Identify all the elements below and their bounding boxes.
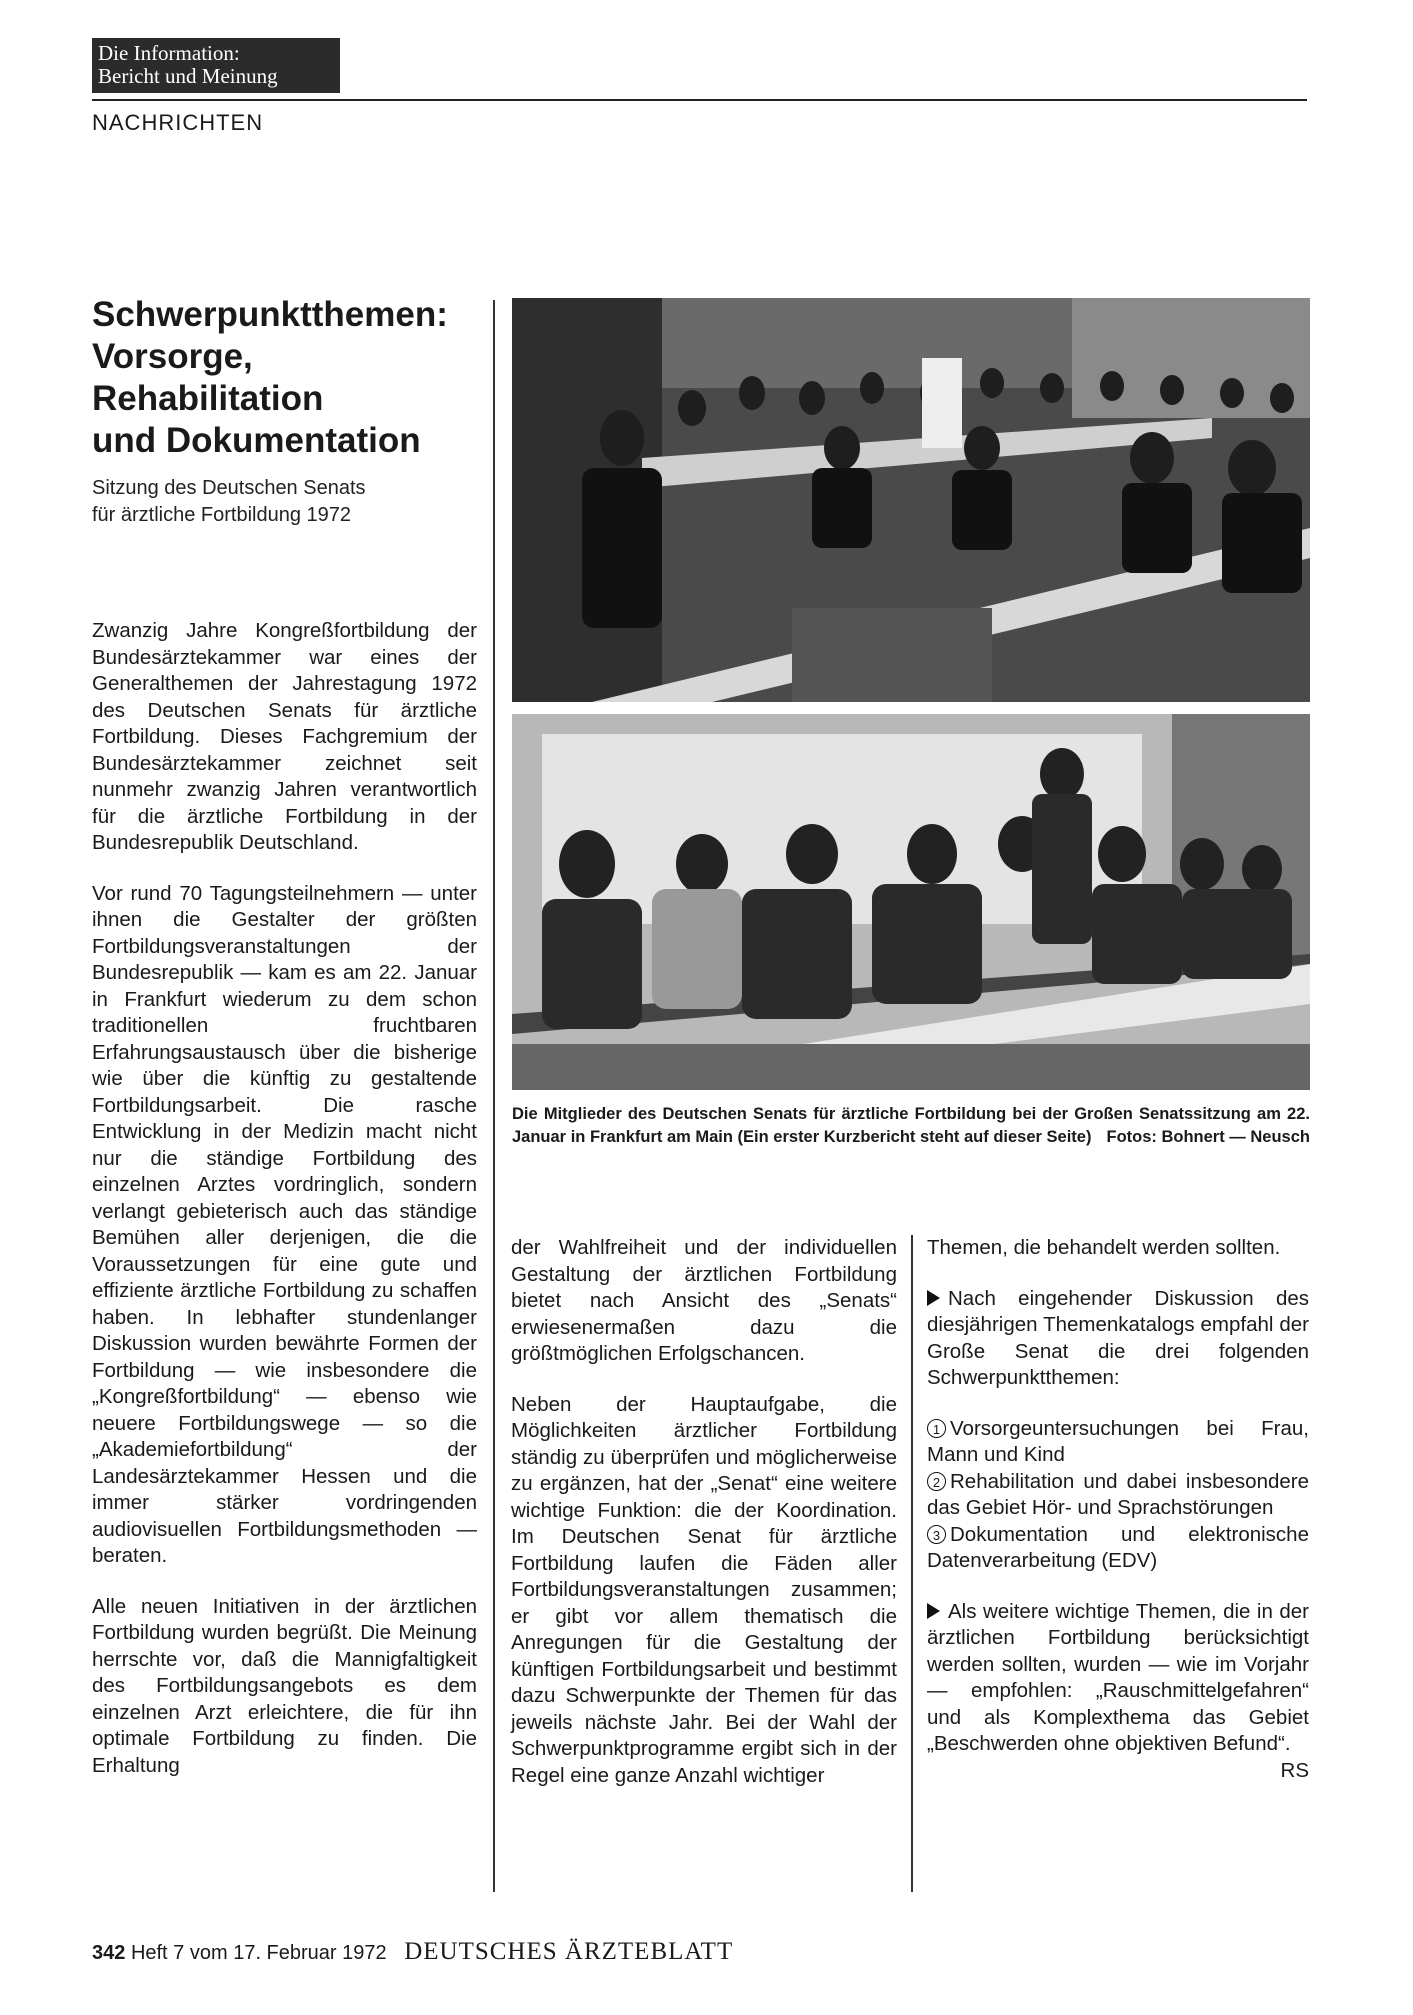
- col1-paragraph-2: Vor rund 70 Tagungsteilnehmern — unter ihnen die Gestalter der größten Fortbildungsveranstaltungen der Bundesrepublik — kam es am 22. Januar in Frankfurt wiederum zu dem schon traditionellen fruchtbaren Erfahrungsaustausch über die bisherige wie über die künftig zu gestaltende Fortbildungsarbeit. Die rasche Entwicklung in der Medizin macht nicht nur die ständige Fortbildung des einzelnen Arztes vordringlich, sondern verlangt gebieterisch auch das ständige Bemühen aller derjenigen, die die Voraussetzungen für eine gute und effiziente ärztliche Fortbildung zu schaffen haben. In lebhafter stundenlanger Diskussion wurden bewährte Formen der Fortbildung — wie insbesondere die „Kongreßfortbildung“ — ebenso wie neuere Fortbildungswege — so die „Akademiefortbildung“ der Landesärztekammer Hessen und die immer stärker vordringenden audiovisuellen Fortbildungsmethoden — beraten.: [92, 881, 477, 1567]
- page-number: 342: [92, 1942, 126, 1964]
- col3-paragraph-3: [927, 1599, 1309, 1782]
- column-2: [511, 1235, 897, 1813]
- column-rule-1: [493, 300, 495, 1892]
- page-footer: [92, 1938, 733, 1966]
- section-label-line2: Bericht und Meinung: [98, 64, 278, 88]
- col3-paragraph-2: [927, 1286, 1309, 1392]
- headline: [92, 294, 492, 462]
- col1-paragraph-3: Alle neuen Initiativen in der ärztlichen Fortbildung wurden begrüßt. Die Meinung herrschte vor, daß die Mannigfaltigkeit des Fortbildungsangebots es dem einzelnen Arzt erleichtere, die für ihn optimale Fortbildung zu finden. Die Erhaltung: [92, 1594, 477, 1777]
- list-item-text: Vorsorgeuntersuchungen bei Frau, Mann und Kind: [927, 1416, 1309, 1466]
- col3-paragraph-2-text: Nach eingehender Diskussion des diesjährigen Themenkatalogs empfahl der Große Senat die drei folgenden Schwerpunktthemen:: [927, 1286, 1309, 1389]
- caption-text: Die Mitglieder des Deutschen Senats für ärztliche Fortbildung bei der Großen Senatssitzung am 22. Januar in Frankfurt am Main (Ein erster Kurzbericht steht auf dieser Seite): [512, 1105, 1310, 1146]
- triangle-bullet-icon: [927, 1603, 940, 1619]
- col1-paragraph-1: Zwanzig Jahre Kongreßfortbildung der Bundesärztekammer war eines der Generalthemen der Jahrestagung 1972 des Deutschen Senats für ärztliche Fortbildung. Dieses Fachgremium der Bundesärztekammer zeichnet seit nunmehr zwanzig Jahren verantwortlich für die ärztliche Fortbildung in der Bundesrepublik Deutschland.: [92, 619, 477, 854]
- column-1: [92, 618, 477, 1803]
- col3-paragraph-3-text: Als weitere wichtige Themen, die in der ärztlichen Fortbildung berücksichtigt werden sollten, wurden — wie im Vorjahr — empfohlen: „Rauschmittelgefahren“ und als Komplexthema das Gebiet „Beschwerden ohne objektiven Befund“.: [927, 1599, 1309, 1755]
- photo-head-table-image: [512, 714, 1310, 1090]
- photo-conference-hall: [512, 298, 1310, 702]
- circled-number-icon: 2: [927, 1472, 946, 1491]
- column-rule-2: [911, 1235, 913, 1892]
- subhead-line2: für ärztliche Fortbildung 1972: [92, 504, 352, 526]
- photo-credit: Fotos: Bohnert — Neusch: [1106, 1128, 1310, 1146]
- column-3: [927, 1235, 1309, 1784]
- top-rule: [92, 99, 1307, 101]
- headline-line3: und Dokumentation: [92, 421, 421, 460]
- author-signature: RS: [1280, 1758, 1309, 1782]
- list-item: [927, 1522, 1309, 1575]
- headline-line2: Vorsorge, Rehabilitation: [92, 337, 324, 418]
- list-item-text: Rehabilitation und dabei insbesondere das Gebiet Hör- und Sprachstörungen: [927, 1469, 1309, 1519]
- triangle-bullet-icon: [927, 1290, 940, 1306]
- photo-conference-hall-image: [512, 298, 1310, 702]
- circled-number-icon: 3: [927, 1525, 946, 1544]
- headline-line1: Schwerpunktthemen:: [92, 295, 448, 334]
- subhead: [92, 475, 492, 529]
- list-item-text: Dokumentation und elektronische Datenverarbeitung (EDV): [927, 1522, 1309, 1572]
- col2-paragraph-1: der Wahlfreiheit und der individuellen Gestaltung der ärztlichen Fortbildung bietet nach Ansicht des „Senats“ erwiesenermaßen dazu die größtmöglichen Erfolgschancen.: [511, 1236, 897, 1365]
- topic-list: [927, 1416, 1309, 1575]
- col2-paragraph-2: Neben der Hauptaufgabe, die Möglichkeiten ärztlicher Fortbildung ständig zu überprüfen und möglicherweise zu ergänzen, hat der „Senat“ eine weitere wichtige Funktion: die der Koordination. Im Deutschen Senat für ärztliche Fortbildung laufen die Fäden aller Fortbildungsveranstaltungen zusammen; er gibt vor allem thematisch die Anregungen für die Gestaltung der künftigen Fortbildungsarbeit und bestimmt dazu Schwerpunkte der Themen für das jeweils nächste Jahr. Bei der Wahl der Schwerpunktprogramme ergibt sich in der Regel eine ganze Anzahl wichtiger: [511, 1392, 897, 1787]
- magazine-name: DEUTSCHES ÄRZTEBLATT: [404, 1938, 734, 1965]
- kicker: NACHRICHTEN: [92, 110, 264, 135]
- photo-caption: [512, 1103, 1310, 1149]
- list-item: [927, 1416, 1309, 1469]
- subhead-line1: Sitzung des Deutschen Senats: [92, 477, 366, 499]
- list-item: [927, 1469, 1309, 1522]
- section-label-line1: Die Information:: [98, 41, 240, 65]
- photo-head-table: [512, 714, 1310, 1090]
- issue-info: Heft 7 vom 17. Februar 1972: [130, 1942, 387, 1964]
- col3-paragraph-1: Themen, die behandelt werden sollten.: [927, 1236, 1281, 1259]
- section-label: [92, 38, 340, 93]
- circled-number-icon: 1: [927, 1419, 946, 1438]
